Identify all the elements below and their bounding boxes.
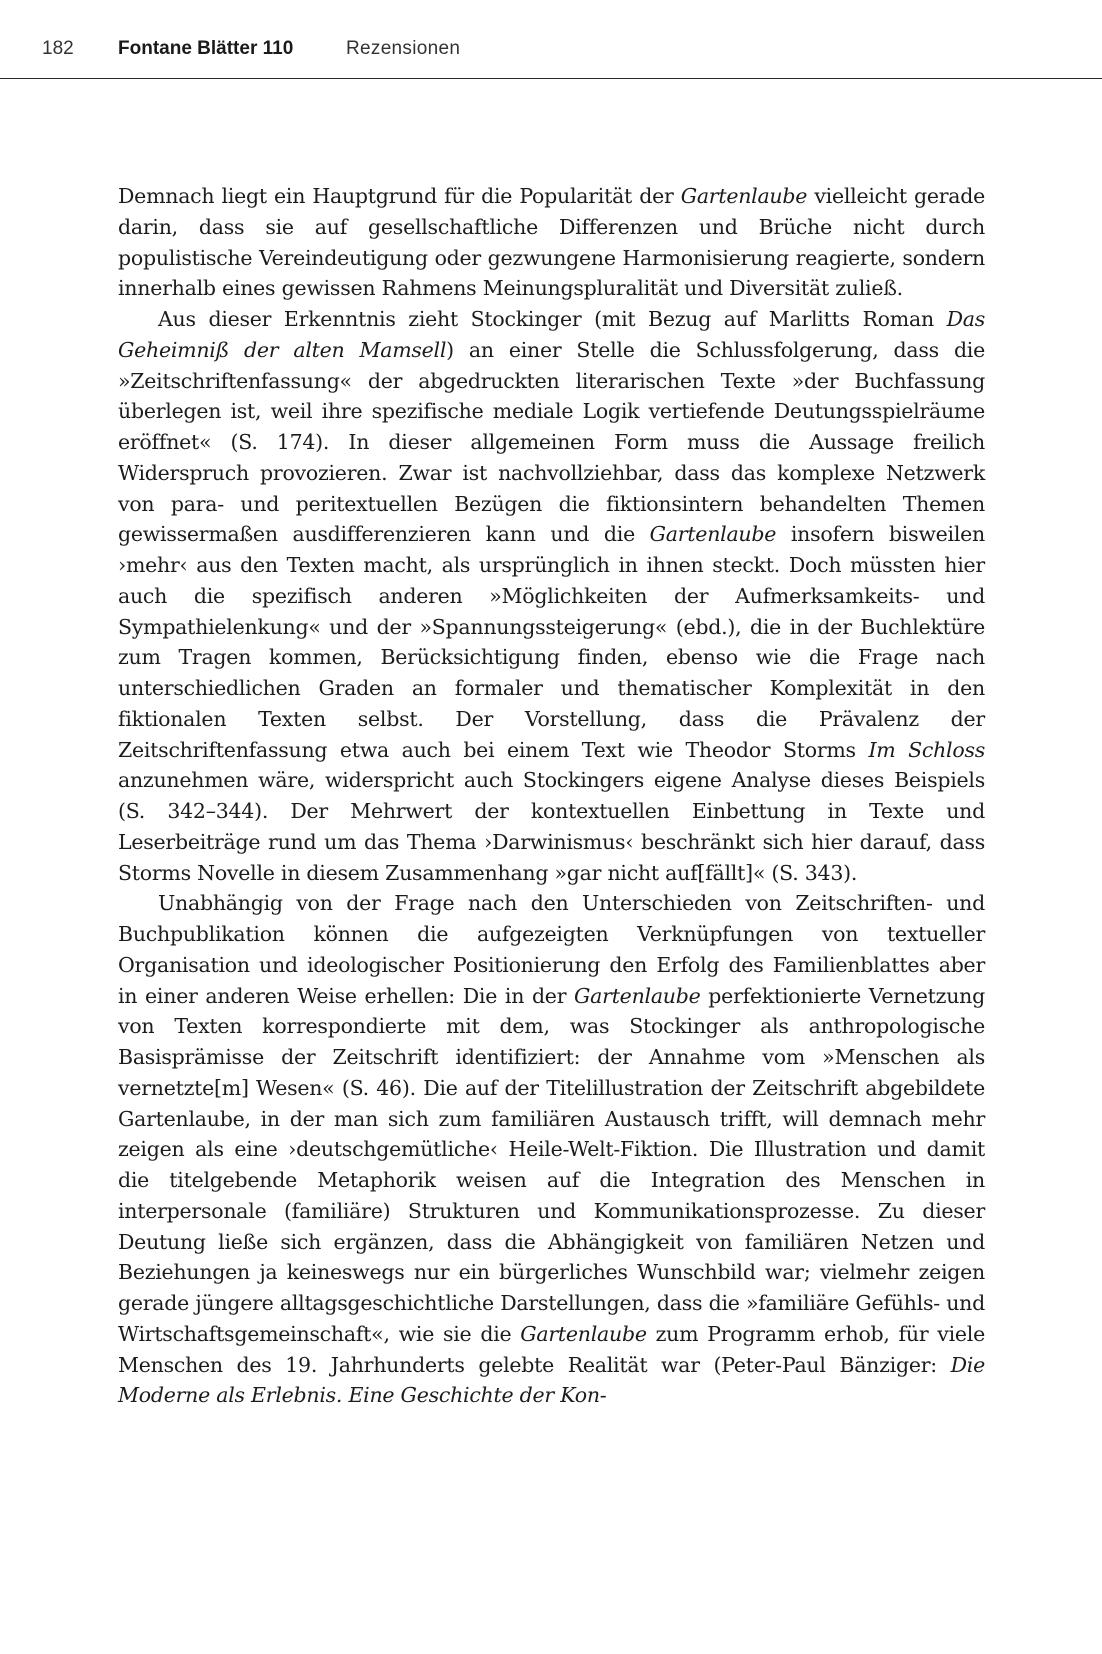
italic-text: Die Moderne als Erlebnis. Eine Geschichte der Kon- <box>118 1352 985 1408</box>
article-body <box>118 181 985 1411</box>
italic-text: Gartenlaube <box>680 184 808 208</box>
text-run: anzunehmen wäre, widerspricht auch Stockingers eigene Analyse dieses Beispiels (S. 342–344). Der Mehrwert der kontextuellen Einbettung in Texte und Leserbeiträge rund um das Thema ›Darwinismus‹ beschränkt sich hier darauf, dass Storms Novelle in diesem Zusammenhang »gar nicht auf[fällt]« (S. 343). <box>118 768 985 885</box>
text-run: perfektionierte Vernetzung von Texten korrespondierte mit dem, was Stockinger als anthropologische Basisprämisse der Zeitschrift identifiziert: der Annahme vom »Menschen als vernetzte[m] Wesen« (S. 46). Die auf der Titelillustration der Zeitschrift abgebildete Gartenlaube, in der man sich zum familiären Austausch trifft, will demnach mehr zeigen als eine ›deutschgemütliche‹ Heile-Welt-Fiktion. Die Illustration und damit die titelgebende Metaphorik weisen auf die Integration des Menschen in interpersonale (familiäre) Strukturen und Kommunikationsprozesse. Zu dieser Deutung ließe sich ergänzen, dass die Abhängigkeit von familiären Netzen und Beziehungen ja keineswegs nur ein bürgerliches Wunschbild war; vielmehr zeigen gerade jüngere alltagsgeschichtliche Darstellungen, dass die »familiäre Gefühls- und Wirtschaftsgemeinschaft«, wie sie die <box>118 983 985 1346</box>
italic-text: Das Geheimniß der alten Mamsell <box>118 307 985 362</box>
text-run: Unabhängig von der Frage nach den Unterschieden von Zeitschriften- und Buchpublikation können die aufgezeigten Verknüpfungen von textueller Organisation und ideologischer Positionierung den Erfolg des Familienblattes aber in einer anderen Weise erhellen: Die in der <box>118 891 985 1008</box>
paragraph <box>118 304 985 888</box>
italic-text: Gartenlaube <box>574 983 701 1008</box>
text-run: ) an einer Stelle die Schlussfolgerung, dass die »Zeitschriftenfassung« der abgedruckten literarischen Texte »der Buchfassung überlegen ist, weil ihre spezifische mediale Logik vertiefende Deutungsspielräume eröffnet« (S. 174). In dieser allgemeinen Form muss die Aussage freilich Widerspruch provozieren. Zwar ist nachvollziehbar, dass das komplexe Netzwerk von para- und peritextuellen Bezügen die fiktionsintern behandelten Themen gewissermaßen ausdifferenzieren kann und die <box>118 337 986 547</box>
page-number: 182 <box>42 38 74 59</box>
text-run: vielleicht gerade darin, dass sie auf gesellschaftliche Differenzen und Brüche nicht durch populistische Vereindeutigung oder gezwungene Harmonisierung reagierte, sondern innerhalb eines gewissen Rahmens Meinungspluralität und Diversität zuließ. <box>118 184 985 301</box>
section-title: Rezensionen <box>346 38 461 59</box>
italic-text: Gartenlaube <box>520 1321 647 1346</box>
text-run: insofern bisweilen ›mehr‹ aus den Texten macht, als ursprünglich in ihnen steckt. Doch müssten hier auch die spezifisch anderen »Möglichkeiten der Aufmerksamkeits- und Sympathielenkung« und der »Spannungssteigerung« (ebd.), die in der Buchlektüre zum Tragen kommen, Berücksichtigung finden, ebenso wie die Frage nach unterschiedlichen Graden an formaler und thematischer Komplexität in den fiktionalen Texten selbst. Der Vorstellung, dass die Prävalenz der Zeitschriftenfassung etwa auch bei einem Text wie Theodor Storms <box>118 522 985 762</box>
text-run: Demnach liegt ein Hauptgrund für die Popularität der <box>118 184 681 208</box>
italic-text: Im Schloss <box>868 737 985 762</box>
text-run: zum Programm erhob, für viele Menschen des 19. Jahrhunderts gelebte Realität war (Peter-Paul Bänziger: <box>118 1321 985 1377</box>
text-run: Aus dieser Erkenntnis zieht Stockinger (mit Bezug auf Marlitts Roman <box>158 307 947 331</box>
italic-text: Gartenlaube <box>649 522 777 547</box>
paragraph <box>118 181 985 304</box>
paragraph <box>118 888 985 1411</box>
running-header <box>0 0 1102 79</box>
journal-title: Fontane Blätter 110 <box>118 38 294 59</box>
